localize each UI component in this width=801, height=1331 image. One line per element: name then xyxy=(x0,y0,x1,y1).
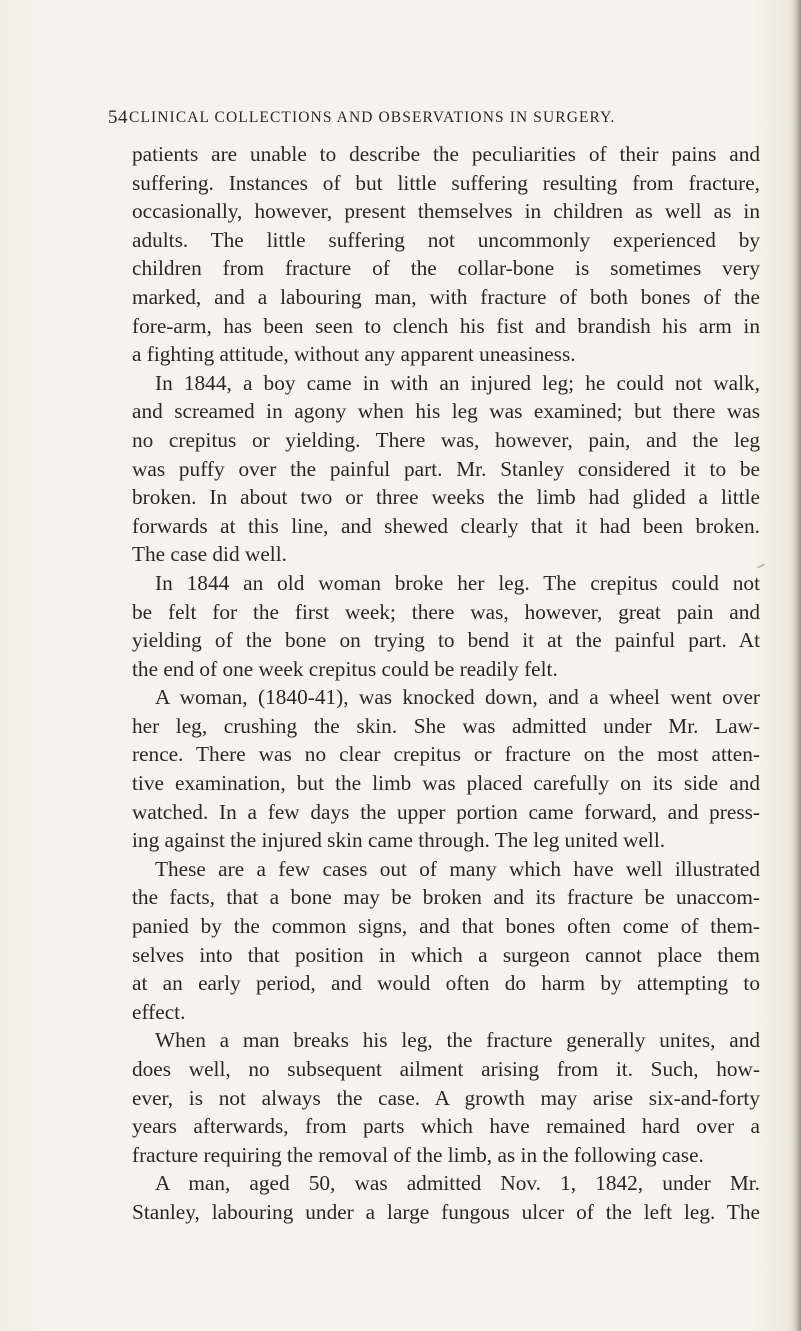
text-line: her leg, crushing the skin. She was admitted under Mr. Law- xyxy=(132,713,760,738)
text-line: The case did well. xyxy=(132,542,287,567)
text-line: yielding of the bone on trying to bend it at the painful part. At xyxy=(132,628,760,653)
text-line: A man, aged 50, was admitted Nov. 1, 1842, under Mr. xyxy=(155,1171,760,1196)
text-line: be felt for the first week; there was, however, great pain and xyxy=(132,599,760,624)
text-line: the facts, that a bone may be broken and its fracture be unaccom- xyxy=(132,885,760,910)
text-line: These are a few cases out of many which have well illustrated xyxy=(155,856,760,881)
running-title: CLINICAL COLLECTIONS AND OBSERVATIONS IN SURGERY. xyxy=(129,109,616,126)
text-line: When a man breaks his leg, the fracture generally unites, and xyxy=(155,1028,760,1053)
text-line: adults. The little suffering not uncommonly experienced by xyxy=(132,227,760,252)
text-line: watched. In a few days the upper portion came forward, and press- xyxy=(132,799,760,824)
text-line: years afterwards, from parts which have remained hard over a xyxy=(132,1114,760,1139)
page-gutter-shadow xyxy=(787,0,801,1331)
text-line: tive examination, but the limb was placed carefully on its side and xyxy=(132,771,760,796)
text-line: effect. xyxy=(132,999,186,1024)
text-line: suffering. Instances of but little suffering resulting from fracture, xyxy=(132,170,760,195)
text-line: children from fracture of the collar-bone is sometimes very xyxy=(132,256,760,281)
text-line: selves into that position in which a surgeon cannot place them xyxy=(132,942,760,967)
text-line: In 1844, a boy came in with an injured leg; he could not walk, xyxy=(155,370,760,395)
text-line: In 1844 an old woman broke her leg. The crepitus could not xyxy=(155,570,760,595)
text-line: ever, is not always the case. A growth may arise six-and-forty xyxy=(132,1085,760,1110)
text-line: marked, and a labouring man, with fracture of both bones of the xyxy=(132,284,760,309)
text-line: patients are unable to describe the peculiarities of their pains and xyxy=(132,142,760,166)
text-line: Stanley, labouring under a large fungous ulcer of the left leg. The xyxy=(132,1199,760,1224)
text-line: at an early period, and would often do harm by attempting to xyxy=(132,971,760,996)
text-line: no crepitus or yielding. There was, however, pain, and the leg xyxy=(132,427,760,452)
text-line: A woman, (1840-41), was knocked down, and a wheel went over xyxy=(155,685,760,710)
page-header xyxy=(108,107,748,137)
text-line: a fighting attitude, without any apparent uneasiness. xyxy=(132,342,576,367)
text-line: broken. In about two or three weeks the limb had glided a little xyxy=(132,485,760,510)
text-line: occasionally, however, present themselves in children as well as in xyxy=(132,199,760,224)
text-line: forwards at this line, and shewed clearly that it had been broken. xyxy=(132,513,760,538)
text-line: fore-arm, has been seen to clench his fist and brandish his arm in xyxy=(132,313,760,338)
text-line: fracture requiring the removal of the limb, as in the following case. xyxy=(132,1142,704,1167)
text-line: the end of one week crepitus could be readily felt. xyxy=(132,656,558,681)
text-line: rence. There was no clear crepitus or fracture on the most atten- xyxy=(132,742,760,767)
page-number: 54 xyxy=(108,107,128,128)
text-line: panied by the common signs, and that bones often come of them- xyxy=(132,914,760,939)
text-line: was puffy over the painful part. Mr. Stanley considered it to be xyxy=(132,456,760,481)
text-line: does well, no subsequent ailment arising from it. Such, how- xyxy=(132,1057,760,1081)
body-text xyxy=(132,140,760,1227)
text-line: ing against the injured skin came through. The leg united well. xyxy=(132,828,666,853)
text-line: and screamed in agony when his leg was examined; but there was xyxy=(132,399,760,424)
